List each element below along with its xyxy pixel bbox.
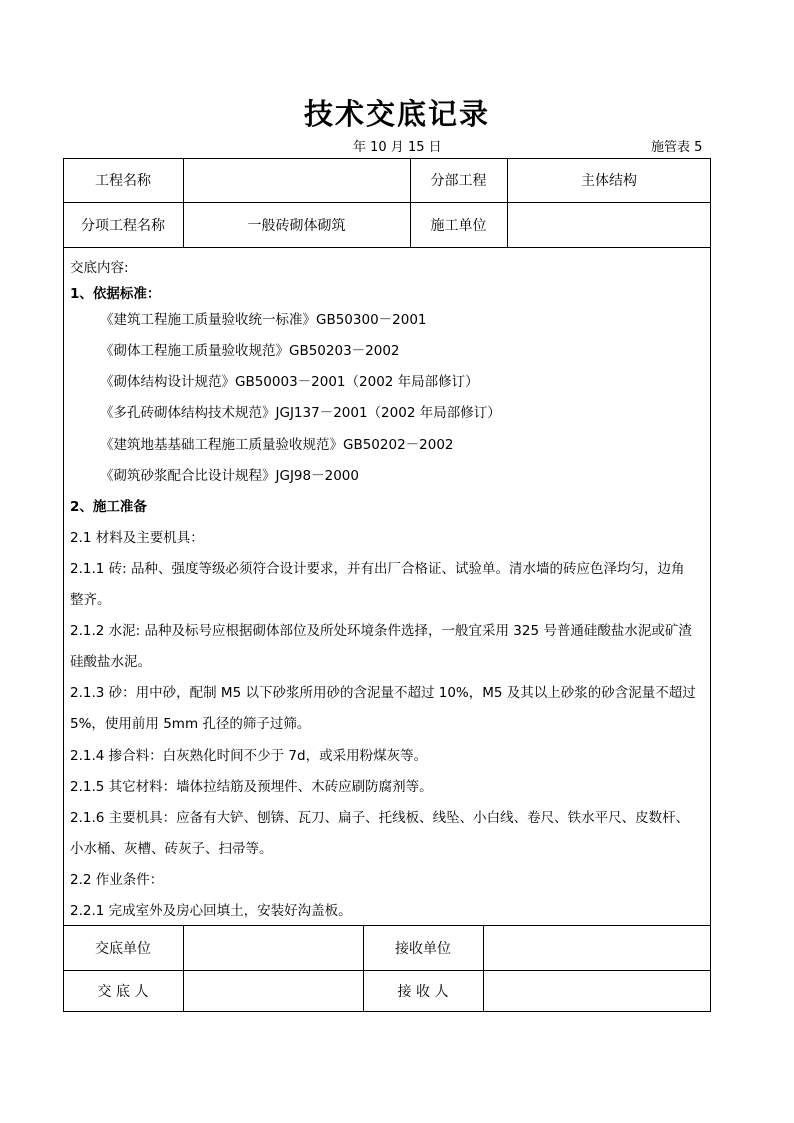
receiver-unit-value[interactable]	[483, 925, 711, 970]
standard-item: 《砌体结构设计规范》GB50003－2001（2002 年局部修订）	[100, 374, 479, 390]
issuer-value[interactable]	[183, 970, 363, 1012]
row-divider	[63, 247, 711, 248]
section-title: 2、施工准备	[70, 499, 147, 515]
project-name-value[interactable]	[183, 158, 410, 202]
receiver-label: 接 收 人	[397, 984, 449, 1000]
record-date: 年 10 月 15 日	[353, 140, 442, 155]
page-title: 技术交底记录	[303, 97, 490, 131]
content-line: 小水桶、灰槽、砖灰子、扫帚等。	[70, 841, 273, 857]
content-line: 5%，使用前用 5mm 孔径的筛子过筛。	[70, 716, 311, 732]
content-line: 2.1.1 砖: 品种、强度等级必须符合设计要求，并有出厂合格证、试验单。清水墙的砖应色泽均匀，边角	[70, 561, 685, 577]
section-title: 1、依据标准：	[70, 286, 161, 302]
content-line: 整齐。	[70, 592, 111, 608]
content-line: 硅酸盐水泥。	[70, 654, 151, 670]
receiver-unit-label: 接收单位	[395, 940, 451, 957]
issuer-label: 交 底 人	[97, 984, 149, 1000]
division-label: 分部工程	[430, 173, 487, 189]
content-line: 2.1.2 水泥: 品种及标号应根据砌体部位及所处环境条件选择，一般宜采用 325 号普通硅酸盐水泥或矿渣	[70, 623, 692, 639]
division-value[interactable]: 主体结构	[581, 173, 637, 189]
subitem-value[interactable]: 一般砖砌体砌筑	[247, 217, 346, 234]
content-line: 2.1.5 其它材料：墙体拉结筋及预埋件、木砖应刷防腐剂等。	[70, 779, 433, 795]
subitem-label: 分项工程名称	[81, 217, 165, 234]
content-heading: 交底内容:	[70, 260, 129, 276]
content-line: 2.1 材料及主要机具：	[70, 530, 204, 546]
issuer-unit-label: 交底单位	[95, 940, 151, 957]
standard-item: 《建筑工程施工质量验收统一标准》GB50300－2001	[100, 312, 427, 328]
content-line: 2.1.6 主要机具：应备有大铲、刨锛、瓦刀、扁子、托线板、线坠、小白线、卷尺、铁水平尺、皮数杆、	[70, 810, 690, 826]
standard-item: 《砌体工程施工质量验收规范》GB50203－2002	[100, 343, 400, 359]
contractor-label: 施工单位	[430, 217, 487, 234]
content-line: 2.1.3 砂：用中砂，配制 M5 以下砂浆所用砂的含泥量不超过 10%，M5 及其以上砂浆的砂含泥量不超过	[70, 685, 696, 701]
content-line: 2.1.4 掺合料：白灰熟化时间不少于 7d，或采用粉煤灰等。	[70, 748, 428, 764]
standard-item: 《多孔砖砌体结构技术规范》JGJ137－2001（2002 年局部修订）	[100, 405, 501, 421]
project-name-label: 工程名称	[95, 173, 151, 189]
issuer-unit-value[interactable]	[183, 925, 363, 970]
standard-item: 《砌筑砂浆配合比设计规程》JGJ98－2000	[100, 468, 359, 484]
contractor-value[interactable]	[507, 202, 711, 247]
form-number: 施管表 5	[651, 140, 703, 155]
content-line: 2.2 作业条件：	[70, 872, 164, 888]
content-line: 2.2.1 完成室外及房心回填土，安装好沟盖板。	[70, 903, 352, 919]
standard-item: 《建筑地基基础工程施工质量验收规范》GB50202－2002	[100, 437, 454, 453]
receiver-value[interactable]	[483, 970, 711, 1012]
